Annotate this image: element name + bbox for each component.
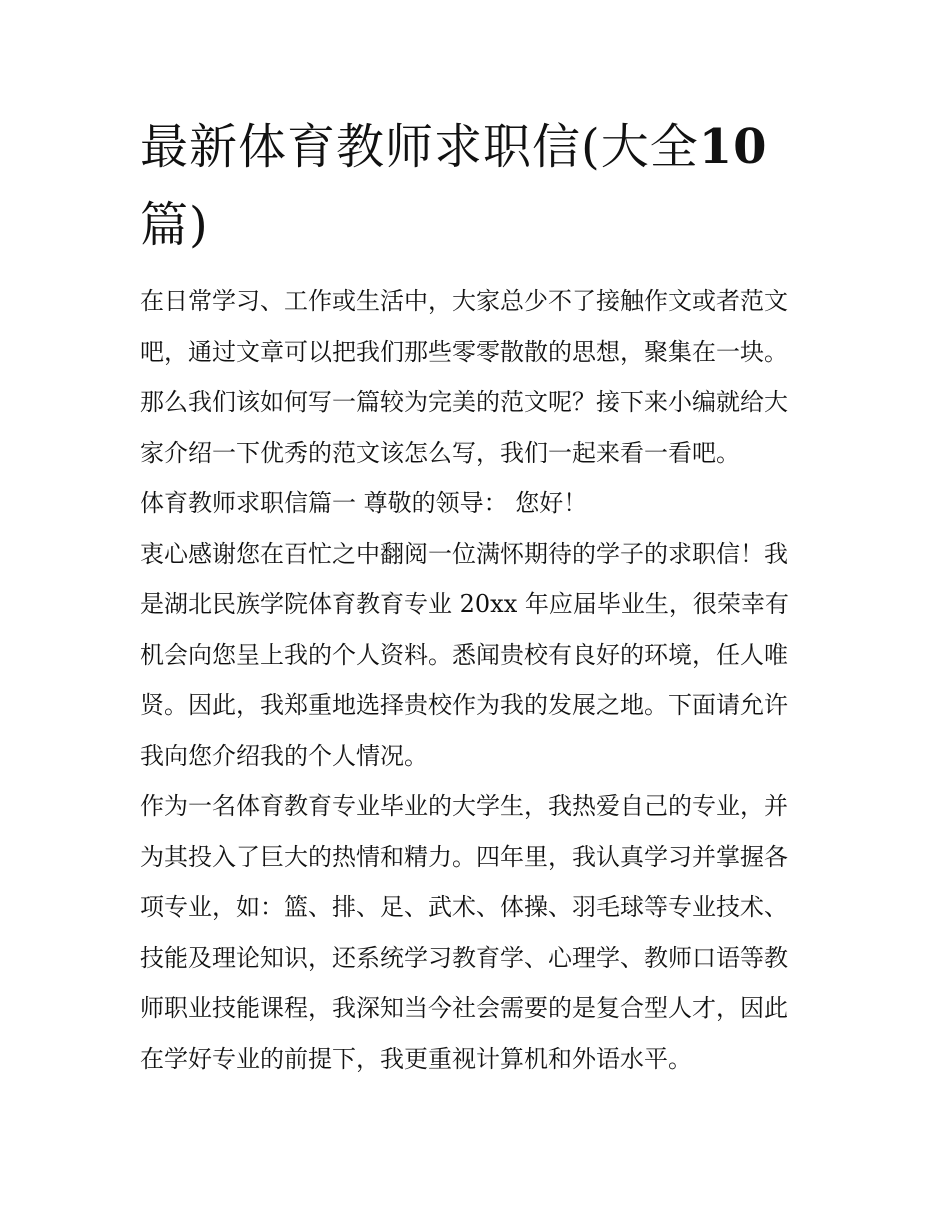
title-text: 最新体育教师求职信(大全 (140, 119, 699, 175)
title-number: 10 (698, 119, 768, 175)
letter-heading-line: 体育教师求职信篇一 尊敬的领导： 您好！ (140, 489, 588, 517)
letter-paragraph-line: 师职业技能课程，我深知当今社会需要的是复合型人才，因此 (140, 994, 788, 1022)
letter-paragraph-line: 技能及理论知识，还系统学习教育学、心理学、教师口语等教 (140, 943, 788, 972)
title-text-continued: 篇) (140, 197, 209, 253)
letter-paragraph-line: 为其投入了巨大的热情和精力。四年里，我认真学习并掌握各 (140, 842, 788, 871)
letter-paragraph-line: 是湖北民族学院体育教育专业 20xx 年应届毕业生，很荣幸有 (140, 590, 789, 618)
intro-line: 在日常学习、工作或生活中，大家总少不了接触作文或者范文 (140, 287, 788, 315)
document-body (140, 276, 820, 1084)
letter-paragraph-line: 机会向您呈上我的个人资料。悉闻贵校有良好的环境，任人唯 (140, 640, 788, 669)
letter-paragraph-line: 作为一名体育教育专业毕业的大学生，我热爱自己的专业，并 (140, 792, 788, 820)
letter-paragraph-line: 贤。因此，我郑重地选择贵校作为我的发展之地。下面请允许 (140, 691, 788, 719)
letter-paragraph-line: 我向您介绍我的个人情况。 (140, 741, 428, 770)
letter-paragraph-line: 衷心感谢您在百忙之中翻阅一位满怀期待的学子的求职信！我 (140, 539, 788, 568)
intro-line: 吧，通过文章可以把我们那些零零散散的思想，聚集在一块。 (140, 337, 788, 366)
intro-line: 家介绍一下优秀的范文该怎么写，我们一起来看一看吧。 (140, 438, 740, 467)
document-title (140, 108, 820, 264)
letter-paragraph-line: 在学好专业的前提下，我更重视计算机和外语水平。 (140, 1044, 692, 1073)
letter-paragraph-line: 项专业，如：篮、排、足、武术、体操、羽毛球等专业技术、 (140, 893, 788, 921)
intro-line: 那么我们该如何写一篇较为完美的范文呢？接下来小编就给大 (140, 388, 788, 416)
